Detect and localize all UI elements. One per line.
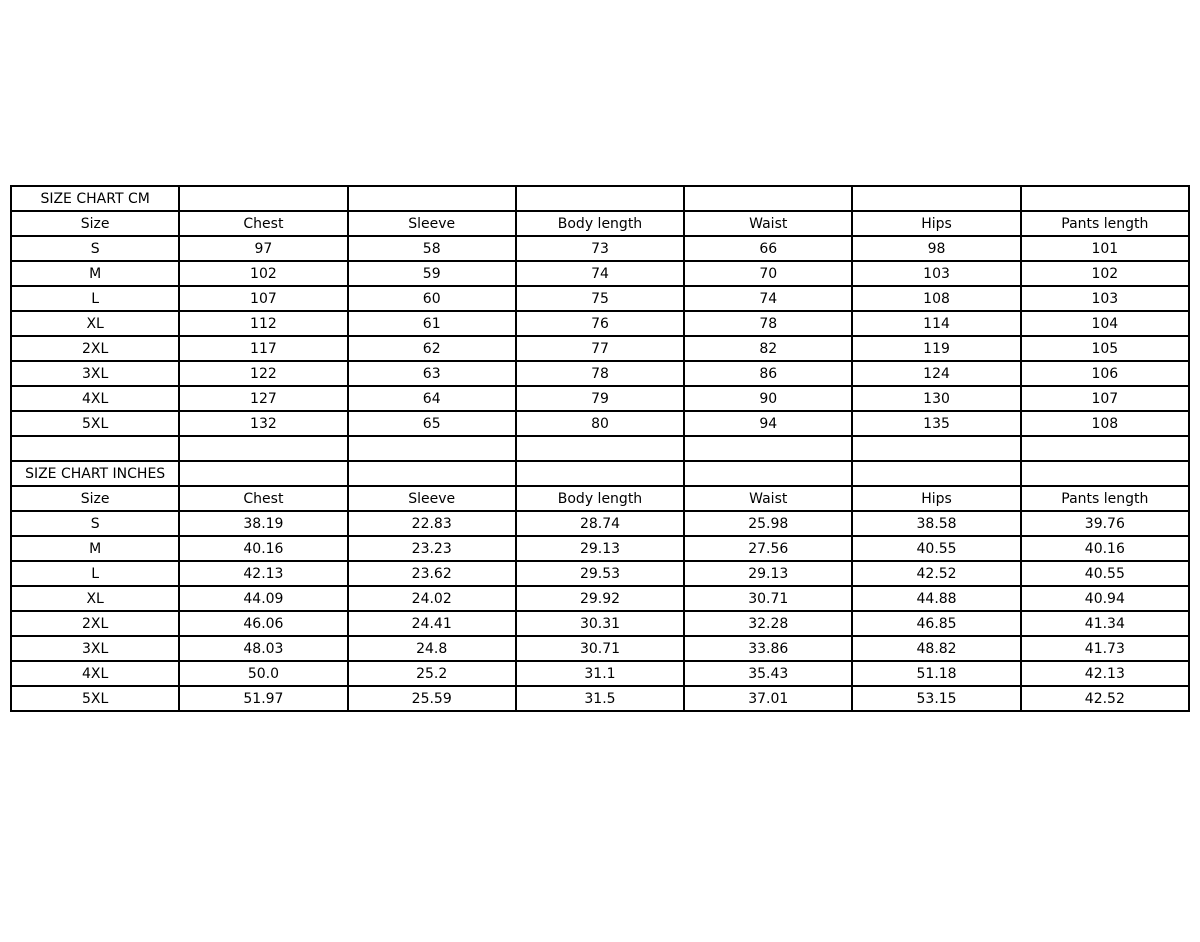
table-cell (516, 186, 684, 211)
table-cell: 82 (684, 336, 852, 361)
table-cell: 22.83 (348, 511, 516, 536)
table-cell: 74 (684, 286, 852, 311)
table-row (11, 336, 1189, 361)
table-cell: 80 (516, 411, 684, 436)
table-cell: 28.74 (516, 511, 684, 536)
table-cell: Chest (179, 486, 347, 511)
table-cell: S (11, 236, 179, 261)
table-cell: 3XL (11, 361, 179, 386)
table-row (11, 486, 1189, 511)
table-cell: Size (11, 486, 179, 511)
table-row (11, 236, 1189, 261)
table-cell: 5XL (11, 686, 179, 711)
table-cell: Hips (852, 486, 1020, 511)
table-cell: L (11, 561, 179, 586)
table-row (11, 536, 1189, 561)
table-cell: 5XL (11, 411, 179, 436)
table-cell: 39.76 (1021, 511, 1189, 536)
table-cell: 3XL (11, 636, 179, 661)
table-cell (348, 436, 516, 461)
table-cell (348, 461, 516, 486)
table-cell: 65 (348, 411, 516, 436)
table-cell: 48.03 (179, 636, 347, 661)
table-cell: 60 (348, 286, 516, 311)
table-cell: 94 (684, 411, 852, 436)
table-cell: 48.82 (852, 636, 1020, 661)
table-cell: 53.15 (852, 686, 1020, 711)
table-cell: SIZE CHART INCHES (11, 461, 179, 486)
table-cell: 50.0 (179, 661, 347, 686)
table-cell: Waist (684, 211, 852, 236)
table-cell: 135 (852, 411, 1020, 436)
table-row (11, 186, 1189, 211)
table-cell: 31.5 (516, 686, 684, 711)
table-cell (1021, 436, 1189, 461)
table-cell: 127 (179, 386, 347, 411)
table-cell: 98 (852, 236, 1020, 261)
table-row (11, 586, 1189, 611)
table-cell (852, 186, 1020, 211)
table-cell: 62 (348, 336, 516, 361)
table-cell: 27.56 (684, 536, 852, 561)
table-cell: 51.18 (852, 661, 1020, 686)
table-cell: 41.34 (1021, 611, 1189, 636)
table-cell: S (11, 511, 179, 536)
table-cell: 105 (1021, 336, 1189, 361)
table-row (11, 361, 1189, 386)
table-cell (179, 461, 347, 486)
table-cell: 29.13 (684, 561, 852, 586)
table-cell: 41.73 (1021, 636, 1189, 661)
table-cell: 42.52 (852, 561, 1020, 586)
table-cell: 30.71 (516, 636, 684, 661)
table-row (11, 286, 1189, 311)
table-row (11, 511, 1189, 536)
table-cell: 40.16 (179, 536, 347, 561)
table-cell: 102 (1021, 261, 1189, 286)
table-row (11, 261, 1189, 286)
table-cell (179, 186, 347, 211)
table-cell: 108 (1021, 411, 1189, 436)
size-chart-table (10, 185, 1190, 712)
table-cell: 31.1 (516, 661, 684, 686)
table-cell: 37.01 (684, 686, 852, 711)
table-cell: 44.88 (852, 586, 1020, 611)
table-cell: 40.55 (1021, 561, 1189, 586)
table-cell: 46.85 (852, 611, 1020, 636)
table-cell: 24.41 (348, 611, 516, 636)
table-cell: Body length (516, 486, 684, 511)
table-cell: 44.09 (179, 586, 347, 611)
table-cell: 40.94 (1021, 586, 1189, 611)
table-cell: 51.97 (179, 686, 347, 711)
table-cell: 46.06 (179, 611, 347, 636)
table-cell: 66 (684, 236, 852, 261)
table-cell (684, 186, 852, 211)
table-cell: 35.43 (684, 661, 852, 686)
table-cell: 101 (1021, 236, 1189, 261)
table-cell: 102 (179, 261, 347, 286)
table-cell (516, 461, 684, 486)
table-cell: 42.13 (179, 561, 347, 586)
table-cell: 78 (684, 311, 852, 336)
table-cell: 29.13 (516, 536, 684, 561)
table-cell: 61 (348, 311, 516, 336)
table-cell: 112 (179, 311, 347, 336)
table-cell: 30.71 (684, 586, 852, 611)
table-cell: Pants length (1021, 211, 1189, 236)
table-cell (684, 436, 852, 461)
table-row (11, 686, 1189, 711)
table-cell: 104 (1021, 311, 1189, 336)
table-cell: 32.28 (684, 611, 852, 636)
table-row (11, 386, 1189, 411)
table-cell: 29.92 (516, 586, 684, 611)
table-cell: 130 (852, 386, 1020, 411)
table-cell: 70 (684, 261, 852, 286)
size-chart-table-body (11, 186, 1189, 711)
table-row (11, 461, 1189, 486)
table-cell: 124 (852, 361, 1020, 386)
table-cell: 29.53 (516, 561, 684, 586)
table-cell: 90 (684, 386, 852, 411)
table-cell: M (11, 261, 179, 286)
table-cell: Body length (516, 211, 684, 236)
table-cell (516, 436, 684, 461)
table-cell: M (11, 536, 179, 561)
table-cell: 25.59 (348, 686, 516, 711)
table-cell: 114 (852, 311, 1020, 336)
table-cell: 74 (516, 261, 684, 286)
table-cell: 79 (516, 386, 684, 411)
table-cell: 33.86 (684, 636, 852, 661)
table-cell: 30.31 (516, 611, 684, 636)
table-cell: 86 (684, 361, 852, 386)
table-cell: 38.58 (852, 511, 1020, 536)
table-cell: 24.8 (348, 636, 516, 661)
table-cell: Sleeve (348, 211, 516, 236)
table-row (11, 211, 1189, 236)
table-row (11, 411, 1189, 436)
table-cell: SIZE CHART CM (11, 186, 179, 211)
table-cell: 107 (179, 286, 347, 311)
table-cell: XL (11, 586, 179, 611)
table-cell: 108 (852, 286, 1020, 311)
table-cell (179, 436, 347, 461)
table-cell: 40.55 (852, 536, 1020, 561)
table-cell: Chest (179, 211, 347, 236)
table-cell (1021, 186, 1189, 211)
table-cell: 25.98 (684, 511, 852, 536)
table-cell: 107 (1021, 386, 1189, 411)
table-cell (1021, 461, 1189, 486)
table-cell: Waist (684, 486, 852, 511)
table-cell: 64 (348, 386, 516, 411)
table-cell: 23.23 (348, 536, 516, 561)
table-cell: 23.62 (348, 561, 516, 586)
table-row (11, 661, 1189, 686)
table-cell: 25.2 (348, 661, 516, 686)
table-cell: 58 (348, 236, 516, 261)
table-cell: 59 (348, 261, 516, 286)
table-cell: 73 (516, 236, 684, 261)
table-cell: Size (11, 211, 179, 236)
table-cell: 42.13 (1021, 661, 1189, 686)
table-cell: 4XL (11, 386, 179, 411)
table-cell: 103 (1021, 286, 1189, 311)
table-row (11, 311, 1189, 336)
table-cell: 132 (179, 411, 347, 436)
table-row (11, 611, 1189, 636)
table-cell: 76 (516, 311, 684, 336)
table-cell: Pants length (1021, 486, 1189, 511)
table-cell: 4XL (11, 661, 179, 686)
table-cell: 24.02 (348, 586, 516, 611)
table-cell: 2XL (11, 611, 179, 636)
table-cell: 122 (179, 361, 347, 386)
table-cell: 97 (179, 236, 347, 261)
table-cell: 40.16 (1021, 536, 1189, 561)
table-row (11, 636, 1189, 661)
table-cell: 119 (852, 336, 1020, 361)
table-row (11, 436, 1189, 461)
table-cell (11, 436, 179, 461)
table-cell: 77 (516, 336, 684, 361)
table-cell: L (11, 286, 179, 311)
table-cell (348, 186, 516, 211)
table-cell: 117 (179, 336, 347, 361)
table-cell: 42.52 (1021, 686, 1189, 711)
table-cell (852, 436, 1020, 461)
table-cell (684, 461, 852, 486)
table-cell: 63 (348, 361, 516, 386)
table-cell: 75 (516, 286, 684, 311)
table-cell: XL (11, 311, 179, 336)
table-cell: 106 (1021, 361, 1189, 386)
table-cell: Hips (852, 211, 1020, 236)
table-cell: 38.19 (179, 511, 347, 536)
table-row (11, 561, 1189, 586)
table-cell: 2XL (11, 336, 179, 361)
table-cell (852, 461, 1020, 486)
table-cell: 103 (852, 261, 1020, 286)
table-cell: 78 (516, 361, 684, 386)
table-cell: Sleeve (348, 486, 516, 511)
